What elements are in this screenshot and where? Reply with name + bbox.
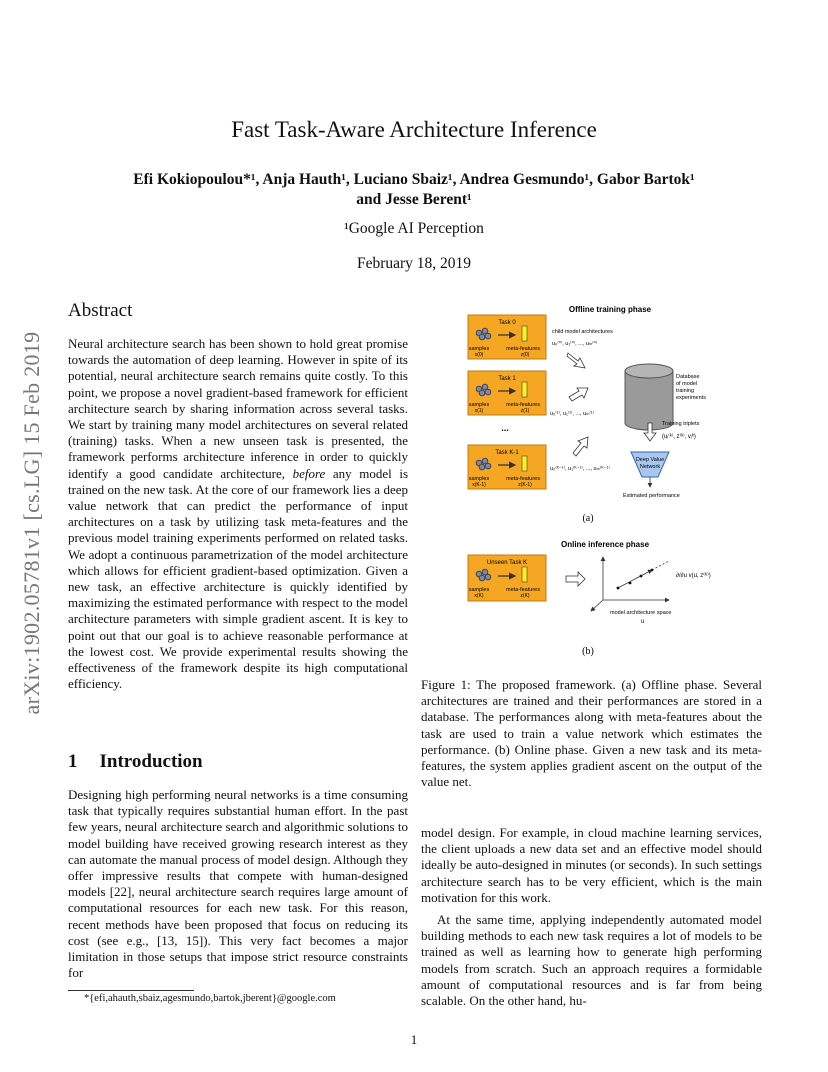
u1-set: u₀⁽¹⁾, u₁⁽¹⁾, ..., uₘ⁽¹⁾ (550, 411, 595, 417)
right-hollow-arrow-icon (566, 572, 585, 586)
paper-title: Fast Task-Aware Architecture Inference (231, 117, 597, 142)
dvn-label-2: Network (639, 464, 661, 470)
xK1-label: x(K-1) (472, 482, 486, 488)
child-architectures-label: child model architectures (552, 329, 613, 335)
task-0-label: Task 0 (498, 320, 516, 326)
database-label-1: Database (676, 374, 700, 380)
task-k-minus-1-box (468, 445, 546, 489)
model-architecture-space-label: model architecture space (610, 610, 672, 616)
author-list (60, 170, 768, 210)
u-label: u (641, 619, 645, 625)
samples-label: samples (468, 587, 490, 593)
abstract-text (68, 336, 408, 692)
footnote-rule (68, 990, 194, 991)
task-0-box (468, 315, 546, 359)
ellipsis: ... (501, 423, 509, 433)
paragraph-2: At the same time, applying independently automated model building methods to each new task requires a lot of models to be trained as well as learning how to generate high performing models from scratch. Such an approach requires a formidable amount of computational resources and is far from being scalable. On the other hand, hu- (421, 912, 762, 1009)
authors-line-1: Efi Kokiopoulou*¹, Anja Hauth¹, Luciano Sbaiz¹, Andrea Gesmundo¹, Gabor Bartok¹ (133, 171, 695, 188)
zK-label: z(K) (520, 593, 530, 599)
subfigure-b-label: (b) (582, 646, 594, 657)
meta-feature-bar (522, 456, 527, 471)
authors-line-2: and Jesse Berent¹ (356, 191, 472, 208)
unseen-task-label: Unseen Task K (486, 560, 528, 566)
abstract-text-part1: Neural architecture search has been shown to hold great promise towards the automation of deep learning. However in spite of its potential, neural architecture search remains quite costly. To this point, we propose a novel gradient-based framework for efficient architecture search by sharing information across several tasks. We start by training many model architectures on several related (training) tasks. When a new unseen task is presented, the framework performs architecture inference in order to quickly identify a good candidate architecture, (68, 336, 408, 481)
metafeatures-label: meta-features (506, 346, 540, 352)
offline-phase-title: Offline training phase (568, 305, 652, 314)
deep-value-network (631, 452, 669, 477)
samples-label: samples (468, 476, 490, 482)
metafeatures-label: meta-features (506, 587, 540, 593)
framework-figure (455, 295, 755, 660)
right-column-text (421, 825, 762, 1009)
database-label-4: experiments (676, 395, 706, 401)
samples-label: samples (468, 346, 490, 352)
gradient-expression: ∂/∂u v(u, z⁽ᴷ⁾) (676, 573, 711, 579)
z1-label: z(1) (520, 408, 530, 414)
subfigure-a-label: (a) (582, 513, 594, 524)
figure-caption: Figure 1: The proposed framework. (a) Offline phase. Several architectures are trained and their performances are stored in a database. The performances along with meta-features about the task are used to train a value network which estimates the performance. (b) Online phase. Given a new task and its meta-features, the system applies gradient ascent on the output of the value net. (421, 677, 762, 790)
introduction-heading (68, 751, 203, 773)
training-triplets-label: Training triplets (662, 421, 700, 427)
triplet-expression: (uᵢ⁽ᵏ⁾, z⁽ᵏ⁾, vᵢᵏ) (662, 434, 696, 440)
task-1-label: Task 1 (498, 376, 516, 382)
page-number: 1 (410, 1032, 418, 1047)
abstract-heading: Abstract (68, 300, 133, 321)
uK1-set: u₀⁽ᴷ⁻¹⁾, u₁⁽ᴷ⁻¹⁾, ..., uₘ⁽ᴷ⁻¹⁾ (550, 466, 610, 472)
metafeatures-label: meta-features (506, 402, 540, 408)
z0-label: z(0) (520, 352, 530, 358)
xK-label: x(K) (474, 593, 484, 599)
gradient-ascent-plot (591, 557, 669, 611)
paragraph-1: model design. For example, in cloud machine learning services, the client uploads a new data set and an effective model should ideally be auto-designed in minutes (or seconds). In such settings architecture search has to be very efficient, which is the main motivation for this work. (421, 825, 762, 905)
section-number: 1 (68, 751, 78, 772)
estimated-performance-label: Estimated performance (623, 493, 680, 499)
u0-set: u₀⁽⁰⁾, u₁⁽⁰⁾, ..., uₘ⁽⁰⁾ (552, 341, 598, 347)
hollow-arrows (567, 353, 588, 456)
x1-label: x(1) (474, 408, 484, 414)
section-title: Introduction (99, 751, 203, 772)
dvn-label-1: Deep Value (635, 457, 665, 463)
database-label-2: of model (676, 381, 698, 387)
paper-date: February 18, 2019 (356, 255, 472, 272)
affiliation: ¹Google AI Perception (344, 220, 484, 237)
abstract-text-part2: any model is trained on the new task. At the core of our framework lies a deep value network that can predict the performance of input architectures on a task by utilizing task meta-features and the previous model training experiments performed on related tasks. We adopt a continuous parametrization of the model architecture which allows for efficient gradient-based optimization. Given a new task, an effective architecture is quickly identified by maximizing the estimated performance with respect to the model architecture parameters with simple gradient ascent. It is key to point out that our goal is to achieve reasonable performance at the lowest cost. We provide experimental results showing the effectiveness of the framework despite its high computational efficiency. (68, 465, 409, 692)
database-label-3: training (676, 388, 695, 394)
samples-label: samples (468, 402, 490, 408)
arxiv-identifier: arXiv:1902.05781v1 [cs.LG] 15 Feb 2019 (19, 331, 44, 715)
task-1-box (468, 371, 546, 415)
abstract-text-italic: before (292, 465, 326, 481)
metafeatures-label: meta-features (506, 476, 540, 482)
online-phase-title: Online inference phase (560, 540, 650, 549)
meta-feature-bar (522, 326, 527, 341)
unseen-task-box (468, 555, 546, 601)
meta-feature-bar (522, 382, 527, 397)
x0-label: x(0) (474, 352, 484, 358)
meta-feature-bar (522, 567, 527, 582)
zK1-label: z(K-1) (518, 482, 532, 488)
introduction-text: Designing high performing neural networks is a time consuming task that typically requires substantial human effort. In the past few years, neural architecture search and algorithmic solutions to model building have received growing research interest as they can automate the manual process of model design. Although they offer impressive results that compete with human-designed models [22], neural architecture search requires large amount of computational resources for each new task. For this reason, recent methods have been proposed that focus on reducing its cost (see e.g., [13, 15]). This very fact becomes a major limitation in those setups that impose strict resource constraints for (68, 787, 408, 981)
footnote: *{efi,ahauth,sbaiz,agesmundo,bartok,jberent}@google.com (84, 993, 336, 1004)
task-k-minus-1-label: Task K-1 (495, 450, 519, 456)
